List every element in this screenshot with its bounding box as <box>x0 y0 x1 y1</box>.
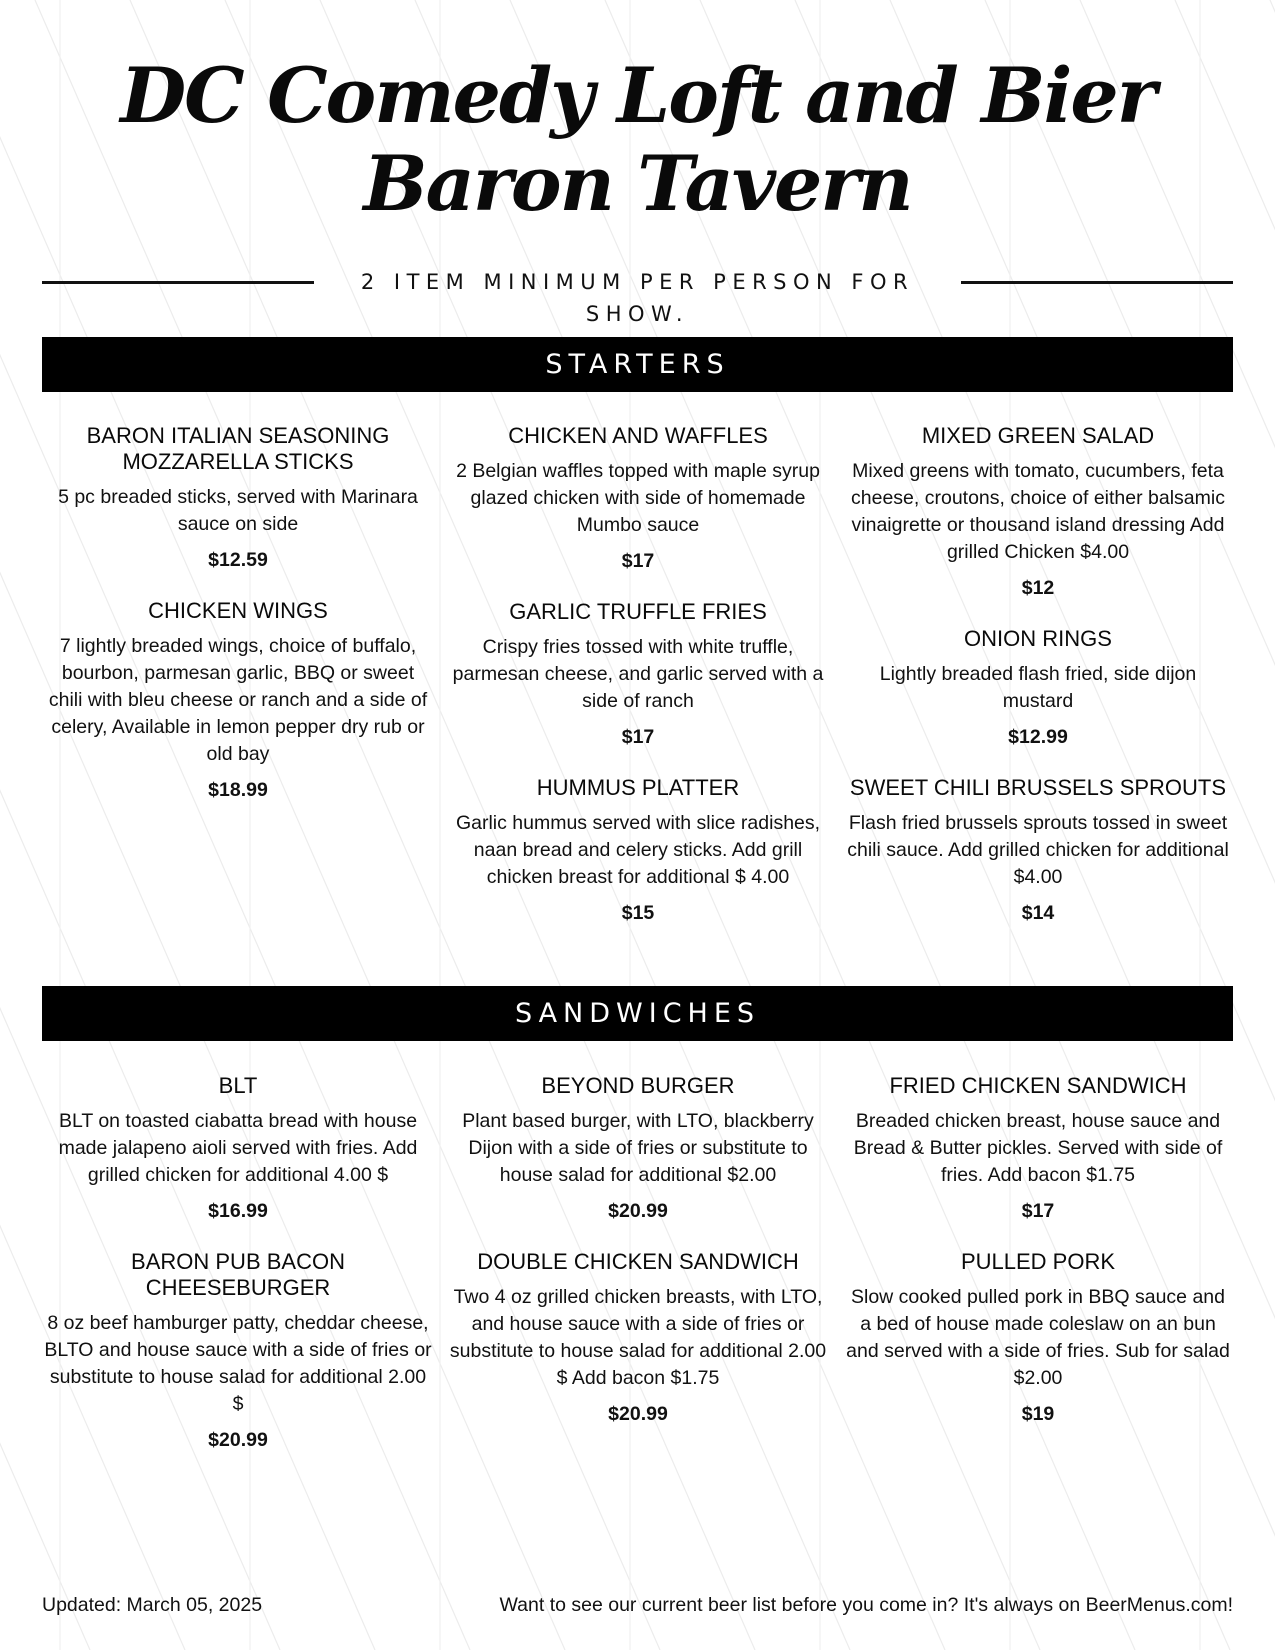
menu-item-price: $15 <box>621 902 655 924</box>
menu-item-description: Flash fried brussels sprouts tossed in sweet chili sauce. Add grilled chicken for additional $4.00 <box>847 812 1229 888</box>
menu-item <box>844 626 1232 751</box>
menu-item <box>444 599 832 751</box>
sandwiches-column <box>38 1073 438 1478</box>
menu-item <box>444 423 832 575</box>
menu-item-description: BLT on toasted ciabatta bread with house made jalapeno aioli served with fries. Add grilled chicken for additional 4.00 $ <box>58 1110 418 1186</box>
menu-item-description: Breaded chicken breast, house sauce and Bread & Butter pickles. Served with side of fries. Add bacon $1.75 <box>853 1110 1223 1186</box>
menu-item <box>844 1073 1232 1225</box>
tagline: 2 ITEM MINIMUM PER PERSON FOR SHOW. <box>360 270 915 326</box>
menu-item-name: ONION RINGS <box>964 626 1112 651</box>
menu-item-price: $19 <box>1021 1403 1055 1425</box>
sandwiches-column <box>438 1073 838 1478</box>
menu-item-description: 2 Belgian waffles topped with maple syrup glazed chicken with side of homemade Mumbo sauce <box>456 460 820 536</box>
menu-item-name: HUMMUS PLATTER <box>536 775 740 800</box>
menu-item <box>444 1249 832 1428</box>
menu-item-description: 5 pc breaded sticks, served with Marinara sauce on side <box>58 486 418 535</box>
menu-item-name: PULLED PORK <box>960 1249 1116 1274</box>
menu-item-description: Slow cooked pulled pork in BBQ sauce and a bed of house made coleslaw on an bun and served with a side of fries. Sub for salad $2.00 <box>846 1286 1230 1389</box>
tagline-row <box>42 266 1233 326</box>
menu-item-description: Lightly breaded flash fried, side dijon mustard <box>879 663 1197 712</box>
menu-item-description: Two 4 oz grilled chicken breasts, with LTO, and house sauce with a side of fries or substitute to house salad for additional 2.00 $ Add bacon $1.75 <box>449 1286 827 1389</box>
menu-item-price: $12 <box>1021 577 1055 599</box>
section-heading-sandwiches: SANDWICHES <box>42 986 1233 1041</box>
menu-item <box>444 775 832 927</box>
menu-item-price: $18.99 <box>208 779 268 801</box>
footer-note: Want to see our current beer list before you come in? It's always on BeerMenus.com! <box>499 1594 1233 1616</box>
menu-item-description: Plant based burger, with LTO, blackberry Dijon with a side of fries or substitute to house salad for additional $2.00 <box>462 1110 814 1186</box>
menu-item-name: SWEET CHILI BRUSSELS SPROUTS <box>849 775 1227 800</box>
menu-item-name: BLT <box>218 1073 258 1098</box>
menu-item <box>44 423 432 574</box>
menu-item-description: 7 lightly breaded wings, choice of buffalo, bourbon, parmesan garlic, BBQ or sweet chili with bleu cheese or ranch and a side of celery, Available in lemon pepper dry rub or old bay <box>48 635 428 765</box>
menu-item-price: $20.99 <box>208 1429 268 1451</box>
menu-item-price: $20.99 <box>608 1403 668 1425</box>
menu-item-price: $12.99 <box>1008 726 1068 748</box>
menu-item-price: $17 <box>621 726 655 748</box>
menu-item-name: BARON PUB BACON CHEESEBURGER <box>131 1249 345 1300</box>
menu-item <box>844 775 1232 927</box>
menu-item-price: $17 <box>1021 1200 1055 1222</box>
menu-item <box>844 1249 1232 1428</box>
tagline-rule-right <box>961 281 1233 284</box>
starters-column <box>838 423 1238 951</box>
menu-item-description: Garlic hummus served with slice radishes, naan bread and celery sticks. Add grill chicken breast for additional $ 4.00 <box>455 812 821 888</box>
menu-item <box>844 423 1232 602</box>
starters-grid <box>38 423 1238 951</box>
menu-item-price: $16.99 <box>208 1200 268 1222</box>
menu-item-name: DOUBLE CHICKEN SANDWICH <box>477 1249 799 1274</box>
sandwiches-grid <box>38 1073 1238 1478</box>
menu-item-price: $17 <box>621 550 655 572</box>
starters-column <box>38 423 438 951</box>
menu-item-name: CHICKEN AND WAFFLES <box>508 423 768 448</box>
section-heading-starters: STARTERS <box>42 337 1233 392</box>
restaurant-title: DC Comedy Loft and Bier Baron Tavern <box>120 51 1155 228</box>
menu-item-name: FRIED CHICKEN SANDWICH <box>889 1073 1187 1098</box>
menu-item <box>444 1073 832 1225</box>
menu-item-price: $12.59 <box>208 549 268 571</box>
updated-date: Updated: March 05, 2025 <box>42 1594 263 1616</box>
menu-item <box>44 1249 432 1454</box>
menu-item-description: 8 oz beef hamburger patty, cheddar cheese, BLTO and house sauce with a side of fries or substitute to house salad for additional 2.00 $ <box>44 1312 432 1415</box>
sandwiches-column <box>838 1073 1238 1478</box>
menu-item-description: Crispy fries tossed with white truffle, parmesan cheese, and garlic served with a side of ranch <box>452 636 824 712</box>
menu-item-price: $20.99 <box>608 1200 668 1222</box>
menu-item-description: Mixed greens with tomato, cucumbers, feta cheese, croutons, choice of either balsamic vinaigrette or thousand island dressing Add grilled Chicken $4.00 <box>851 460 1225 563</box>
menu-item-price: $14 <box>1021 902 1055 924</box>
menu-item-name: BARON ITALIAN SEASONING MOZZARELLA STICKS <box>86 423 390 474</box>
menu-item-name: GARLIC TRUFFLE FRIES <box>509 599 767 624</box>
menu-item <box>44 598 432 804</box>
menu-item-name: BEYOND BURGER <box>541 1073 735 1098</box>
tagline-rule-left <box>42 281 314 284</box>
menu-item-name: CHICKEN WINGS <box>148 598 328 623</box>
menu-item-name: MIXED GREEN SALAD <box>921 423 1155 448</box>
starters-column <box>438 423 838 951</box>
menu-item <box>44 1073 432 1225</box>
